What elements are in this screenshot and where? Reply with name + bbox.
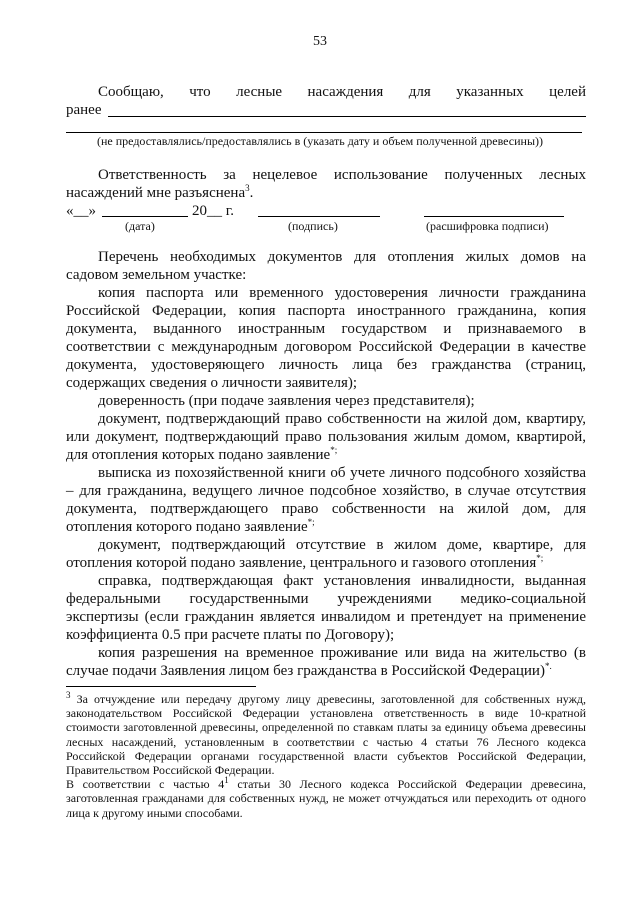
ranee-blank-line [108, 116, 586, 117]
signature-line [258, 216, 380, 217]
date-label: (дата) [125, 219, 155, 233]
decode-label: (расшифровка подписи) [426, 219, 549, 233]
documents-intro: Перечень необходимых документов для отопления жилых домов на садовом земельном участке: [66, 249, 586, 283]
ranee-label: ранее [66, 102, 102, 118]
footnote-3: $^3$ За отчуждение или передачу другому лицу древесины, заготовленной для собственных нужд, законодательством Российской Федерации установлена ответственность в виде 10-кратной стоимости заготовленной древесины, определенной по ставкам платы за единицу объема древесины лесных насаждений, установленным в соответствии с частью 4 статьи 76 Лесного кодекса Российской Федерации органами государственной власти субъектов Российской Федерации, Правительством Российской Федерации. [66, 690, 587, 778]
year-label: 20__ г. [192, 203, 234, 219]
statement-word: целей [549, 84, 586, 100]
statement-hint: (не предоставлялись/предоставлялись в (указать дату и объем полученной древесины)) [96, 134, 544, 148]
statement-word: Сообщаю, [98, 84, 164, 100]
details-blank-line [66, 132, 582, 133]
document-item: копия паспорта или временного удостоверения личности гражданина Российской Федерации, копия паспорта иностранного гражданина, копия документа, выданного иностранным государством и признаваемого в соответствии с международным договором Российской Федерации в качестве документа, удостоверяющего личность лица без гражданства (страниц, содержащих сведения о личности заявителя); [66, 285, 586, 391]
signature-label: (подпись) [288, 219, 338, 233]
responsibility-text: Ответственность за нецелевое использование полученных лесных насаждений мне разъяснена$^3$. [66, 167, 586, 201]
decode-line [424, 216, 564, 217]
document-item: копия разрешения на временное проживание или вида на жительство (в случае подачи Заявления лицом без гражданства в Российской Федерации)*. [66, 645, 586, 679]
statement-word: лесные [236, 84, 283, 100]
documents-section [66, 248, 586, 680]
document-item: документ, подтверждающий право собственности на жилой дом, квартиру, или документ, подтверждающий право пользования жилым домом, квартирой, для отопления которых подано заявление*; [66, 411, 586, 463]
statement-word: насаждения [307, 84, 384, 100]
statement-word: указанных [456, 84, 524, 100]
page-number: 53 [313, 34, 327, 49]
statement-line [66, 83, 586, 101]
date-field [66, 202, 186, 220]
date-open: «__» [66, 203, 96, 219]
footnote-note: В соответствии с частью $4^1$ статьи 30 Лесного кодекса Российской Федерации древесина, заготовленная гражданами для собственных нужд, не может отчуждаться или переходить от одного лица к другому иными способами. [66, 775, 586, 820]
document-item: справка, подтверждающая факт установления инвалидности, выданная федеральными государственными учреждениями медико-социальной экспертизы (если гражданин является инвалидом и претендует на применение коэффициента 0.5 при расчете платы по Договору); [66, 573, 586, 643]
statement-word: для [408, 84, 431, 100]
month-blank-line [102, 216, 188, 217]
footnote-separator [66, 686, 256, 687]
statement-word: что [189, 84, 211, 100]
document-item: доверенность (при подаче заявления через представителя); [98, 393, 475, 409]
footnote-ref: 3 [245, 183, 250, 193]
document-item: выписка из похозяйственной книги об учете личного подсобного хозяйства – для гражданина, ведущего личное подсобное хозяйство, в случае отсутствия документа, подтверждающего право собственности на жилой дом, для отопления которого подано заявление*; [66, 465, 586, 535]
document-item: документ, подтверждающий отсутствие в жилом доме, квартире, для отопления которой подано заявление, центрального и газового отопления*; [66, 537, 586, 571]
footnotes [66, 692, 586, 820]
